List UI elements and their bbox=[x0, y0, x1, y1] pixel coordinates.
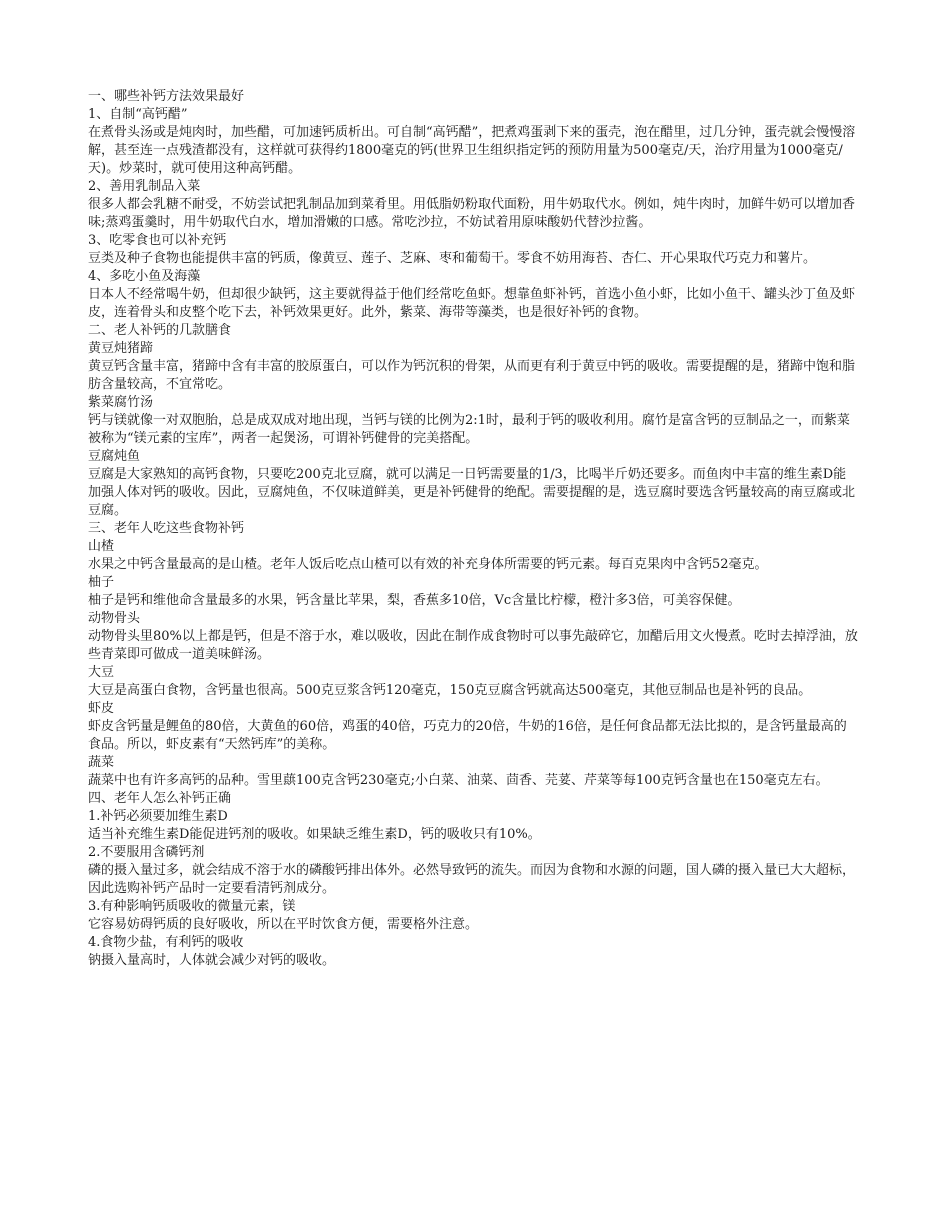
paragraph: 水果之中钙含量最高的是山楂。老年人饭后吃点山楂可以有效的补充身体所需要的钙元素。每百克果肉中含钙52毫克。 bbox=[88, 557, 768, 572]
section-heading: 动物骨头 bbox=[88, 611, 141, 626]
paragraph: 豆类及种子食物也能提供丰富的钙质，像黄豆、莲子、芝麻、枣和葡萄干。零食不妨用海苔、杏仁、开心果取代巧克力和薯片。 bbox=[88, 251, 817, 266]
paragraph: 柚子是钙和维他命含量最多的水果，钙含量比苹果，梨，香蕉多10倍，Vc含量比柠檬，橙汁多3倍，可美容保健。 bbox=[88, 593, 741, 608]
paragraph: 在煮骨头汤或是炖肉时，加些醋，可加速钙质析出。可自制“高钙醋”，把煮鸡蛋剥下来的蛋壳，泡在醋里，过几分钟，蛋壳就会慢慢溶解，甚至连一点残渣都没有，这样就可获得约1800毫克的钙(世界卫生组织指定钙的预防用量为500毫克/天，治疗用量为1000毫克/天)。炒菜时，就可使用这种高钙醋。 bbox=[88, 125, 856, 176]
section-heading: 1.补钙必须要加维生素D bbox=[88, 809, 228, 824]
section-heading: 豆腐炖鱼 bbox=[88, 449, 141, 464]
paragraph: 钠摄入量高时，人体就会减少对钙的吸收。 bbox=[88, 953, 336, 968]
section-heading: 虾皮 bbox=[88, 701, 115, 716]
paragraph: 蔬菜中也有许多高钙的品种。雪里蕻100克含钙230毫克;小白菜、油菜、茴香、芫荽、芹菜等每100克钙含量也在150毫克左右。 bbox=[88, 773, 829, 788]
paragraph: 黄豆钙含量丰富，猪蹄中含有丰富的胶原蛋白，可以作为钙沉积的骨架，从而更有利于黄豆中钙的吸收。需要提醒的是，猪蹄中饱和脂肪含量较高，不宜常吃。 bbox=[88, 359, 856, 392]
document-body bbox=[88, 88, 858, 970]
section-heading: 蔬菜 bbox=[88, 755, 115, 770]
paragraph: 钙与镁就像一对双胞胎，总是成双成对地出现，当钙与镁的比例为2:1时，最利于钙的吸收利用。腐竹是富含钙的豆制品之一，而紫菜被称为“镁元素的宝库”，两者一起煲汤，可谓补钙健骨的完美搭配。 bbox=[88, 413, 850, 446]
paragraph: 磷的摄入量过多，就会结成不溶于水的磷酸钙排出体外。必然导致钙的流失。而因为食物和水源的问题，国人磷的摄入量已大大超标，因此选购补钙产品时一定要看清钙剂成分。 bbox=[88, 863, 856, 896]
section-heading: 二、老人补钙的几款膳食 bbox=[88, 323, 232, 338]
section-heading: 三、老年人吃这些食物补钙 bbox=[88, 521, 245, 536]
section-heading: 4、多吃小鱼及海藻 bbox=[88, 269, 201, 284]
paragraph: 虾皮含钙量是鲤鱼的80倍，大黄鱼的60倍，鸡蛋的40倍，巧克力的20倍，牛奶的16倍，是任何食品都无法比拟的，是含钙量最高的食品。所以，虾皮素有“天然钙库”的美称。 bbox=[88, 719, 847, 752]
paragraph: 它容易妨碍钙质的良好吸收，所以在平时饮食方便，需要格外注意。 bbox=[88, 917, 479, 932]
section-heading: 3.有种影响钙质吸收的微量元素，镁 bbox=[88, 899, 296, 914]
paragraph: 日本人不经常喝牛奶，但却很少缺钙，这主要就得益于他们经常吃鱼虾。想靠鱼虾补钙，首选小鱼小虾，比如小鱼干、罐头沙丁鱼及虾皮，连着骨头和皮整个吃下去，补钙效果更好。此外，紫菜、海带等藻类，也是很好补钙的食物。 bbox=[88, 287, 856, 320]
paragraph: 很多人都会乳糖不耐受，不妨尝试把乳制品加到菜肴里。用低脂奶粉取代面粉，用牛奶取代水。例如，炖牛肉时，加鲜牛奶可以增加香味;蒸鸡蛋羹时，用牛奶取代白水，增加滑嫩的口感。常吃沙拉，不妨试着用原味酸奶代替沙拉酱。 bbox=[88, 197, 856, 230]
section-heading: 1、自制“高钙醋” bbox=[88, 107, 188, 122]
section-heading: 一、哪些补钙方法效果最好 bbox=[88, 89, 245, 104]
section-heading: 2、善用乳制品入菜 bbox=[88, 179, 201, 194]
section-heading: 2.不要服用含磷钙剂 bbox=[88, 845, 205, 860]
paragraph: 动物骨头里80%以上都是钙，但是不溶于水，难以吸收，因此在制作成食物时可以事先敲碎它，加醋后用文火慢煮。吃时去掉浮油，放些青菜即可做成一道美味鲜汤。 bbox=[88, 629, 858, 662]
section-heading: 黄豆炖猪蹄 bbox=[88, 341, 154, 356]
section-heading: 大豆 bbox=[88, 665, 115, 680]
paragraph: 大豆是高蛋白食物，含钙量也很高。500克豆浆含钙120毫克，150克豆腐含钙就高达500毫克，其他豆制品也是补钙的良品。 bbox=[88, 683, 812, 698]
section-heading: 紫菜腐竹汤 bbox=[88, 395, 154, 410]
paragraph: 豆腐是大家熟知的高钙食物，只要吃200克北豆腐，就可以满足一日钙需要量的1/3，比喝半斤奶还要多。而鱼肉中丰富的维生素D能加强人体对钙的吸收。因此，豆腐炖鱼，不仅味道鲜美，更是补钙健骨的绝配。需要提醒的是，选豆腐时要选含钙量较高的南豆腐或北豆腐。 bbox=[88, 467, 856, 518]
section-heading: 4.食物少盐，有利钙的吸收 bbox=[88, 935, 244, 950]
section-heading: 四、老年人怎么补钙正确 bbox=[88, 791, 232, 806]
section-heading: 山楂 bbox=[88, 539, 115, 554]
paragraph: 适当补充维生素D能促进钙剂的吸收。如果缺乏维生素D，钙的吸收只有10%。 bbox=[88, 827, 541, 842]
section-heading: 柚子 bbox=[88, 575, 115, 590]
section-heading: 3、吃零食也可以补充钙 bbox=[88, 233, 227, 248]
